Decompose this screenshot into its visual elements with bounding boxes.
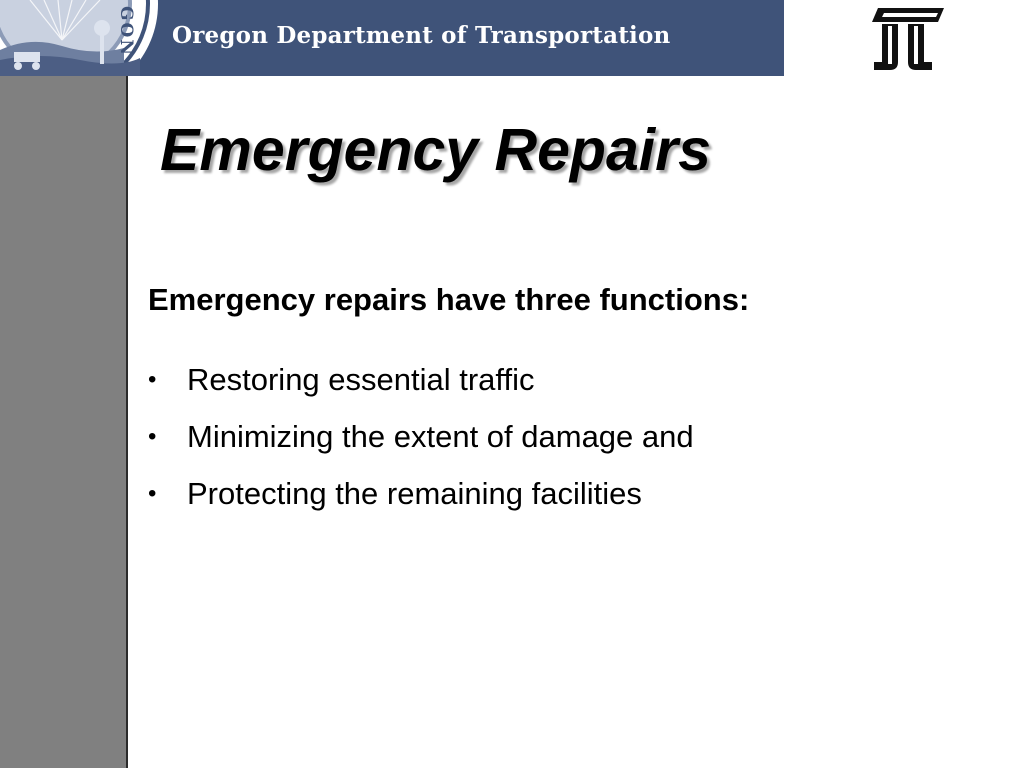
list-item-text: Restoring essential traffic <box>187 362 535 397</box>
left-sidebar-band <box>0 76 128 768</box>
list-item <box>148 358 694 415</box>
bullet-marker: • <box>148 480 157 507</box>
seal-lettering: GON <box>116 6 136 57</box>
bullet-marker: • <box>148 366 157 393</box>
agency-name: Oregon Department of Transportation <box>172 22 671 49</box>
slide-subtitle: Emergency repairs have three functions: <box>148 282 750 317</box>
bullet-list <box>148 358 694 529</box>
header-banner <box>0 0 784 76</box>
oregon-seal-icon <box>0 0 160 76</box>
odot-logo-icon <box>868 4 948 72</box>
bullet-marker: • <box>148 423 157 450</box>
list-item-text: Protecting the remaining facilities <box>187 476 642 511</box>
list-item <box>148 415 694 472</box>
list-item-text: Minimizing the extent of damage and <box>187 419 694 454</box>
slide-title: Emergency Repairs <box>160 117 711 183</box>
list-item <box>148 472 694 529</box>
